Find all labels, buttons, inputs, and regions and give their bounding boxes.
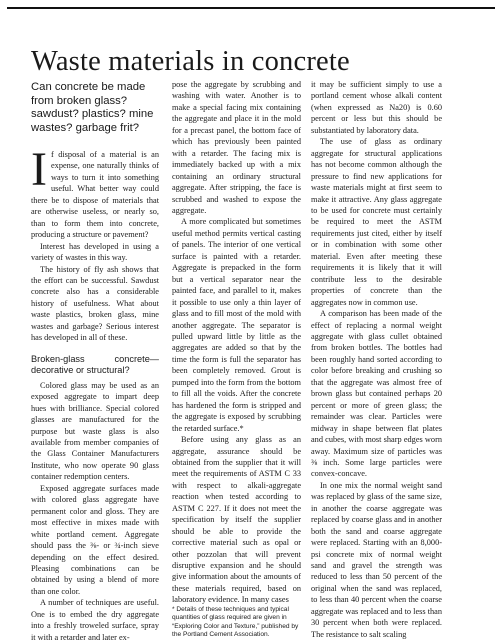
body-paragraph: A comparison has been made of the effect of replacing a normal weight aggregate with glass cullet obtained from broken bottles. The bottles had been roughly hand sorted according to color before breaking and crushing so that the aggregate was almost free of brown glass but contained perhaps 20 percent or more of green glass; the remainder was clear. Particles were midway in shape between flat plates and cubes, with most sharp edges worn away. Maximum size of particles was ⅜ inch. Some large particles were convex-concave. xyxy=(311,309,442,479)
body-paragraph: pose the aggregate by scrubbing and washing with water. Another is to make a special facing mix containing the aggregate and place it in the mold for a precast panel, the bottom face of which has previously been painted with a retarder. The facing mix is immediately backed up with a mix containing an ordinary structural aggregate. After stripping, the face is scrubbed and washed to expose the aggregate. xyxy=(172,80,301,215)
body-paragraph: The use of glass as ordinary aggregate for structural applications has not become common although the pressure to find new applications for waste materials might at first seem to make it attractive. Any glass aggregate to be used for concrete must certainly be required to meet the ASTM requirements just cited, either by itself or in combination with some other material. Even after meeting these requirements it is likely that it will contribute less to the desirable properties of concrete than the aggregates now in common use. xyxy=(311,137,442,307)
body-paragraph: Interest has developed in using a variety of wastes in this way. xyxy=(31,241,159,263)
subheading: Broken-glass concrete—decorative or structural? xyxy=(31,353,159,375)
body-paragraph: Before using any glass as an aggregate, assurance should be obtained from the supplier that it will meet the requirements of ASTM C 33 with respect to alkali-aggregate reaction when tested according to ASTM C 227. If it does not meet the specification by itself the supplier should be able to provide the corrective material such as opal or other pozzolan that will prevent disruptive expansion and he should give information about the amounts of these materials required, based on laboratory evidence. In many cases xyxy=(172,435,301,605)
body-paragraph: it may be sufficient simply to use a portland cement whose alkali content (when expressed as Na20) is 0.60 percent or less but this should be substantiated by laboratory data. xyxy=(311,80,442,135)
column-1 xyxy=(31,79,159,643)
body-paragraph: A more complicated but sometimes useful method permits vertical casting of panels. The interior of one vertical surface is painted with a retarder. Aggregate is prepacked in the form but a vertical separator near the painted face, and parallel to it, makes it possible to use only a thin layer of glass and to fill most of the mold with another aggregate. The separator is pulled upward little by little as the aggregates are added so that by the time the form is full the separator has been completely removed. Grout is pumped into the form from the bottom to fill all the voids. After the concrete has hardened the form is stripped and the aggregate is exposed by scrubbing the retarded surface.* xyxy=(172,217,301,433)
body-paragraph: In one mix the normal weight sand was replaced by glass of the same size, in another the coarse aggregate was replaced by coarse glass and in another both the sand and coarse aggregate were replaced. Starting with an 8,000-psi concrete mix of normal weight sand and gravel the strength was reduced to less than 50 percent of the original when the sand was replaced, to less than 40 percent when the coarse aggregate was replaced and to less than 30 percent when both were replaced. The resistance to salt scaling xyxy=(311,480,442,639)
deck-question: Can concrete be made from broken glass? sawdust? plastics? mine wastes? garbage frit? xyxy=(31,81,154,134)
footnote: * Details of these techniques and typical quantities of glass required are given in “Exploring Color and Texture,” published by the Portland Cement Association. xyxy=(172,605,299,639)
article-title: Waste materials in concrete xyxy=(31,46,350,78)
body-paragraph: A number of techniques are useful. One is to embed the dry aggregate into a freshly troweled surface, spray it with a retarder and later ex- xyxy=(31,598,159,642)
column-3 xyxy=(311,79,442,640)
intro-paragraph xyxy=(31,143,159,241)
drop-cap: I xyxy=(31,143,47,196)
top-rule xyxy=(7,7,495,9)
column-2 xyxy=(172,79,301,639)
body-paragraph: Colored glass may be used as an exposed aggregate to impart deep hues with brilliance. Special colored glasses are manufactured for the purpose but waste glass is also available from member companies of the Glass Container Manufacturers Institute, who now operate 90 glass container redemption centers. xyxy=(31,380,159,482)
body-paragraph: Exposed aggregate surfaces made with colored glass aggregate have permanent color and gloss. They are most effective in mixes made with white portland cement. Aggregate should pass the ⅜- or ¾-inch sieve depending on the effect desired. Pleasing combinations can be obtained by using a blend of more than one color. xyxy=(31,483,159,596)
body-paragraph: The history of fly ash shows that the effort can be successful. Sawdust concrete also has a considerable history of usefulness. What about waste plastics, broken glass, mine wastes and garbage? Serious interest has developed in all of these. xyxy=(31,264,159,343)
intro-text: f disposal of a material is an expense, one naturally thinks of ways to turn it into something useful. What better way could there be to dispose of materials that are otherwise useless, or nearly so, than to form them into concrete, producing a structure or pavement? xyxy=(31,150,159,240)
